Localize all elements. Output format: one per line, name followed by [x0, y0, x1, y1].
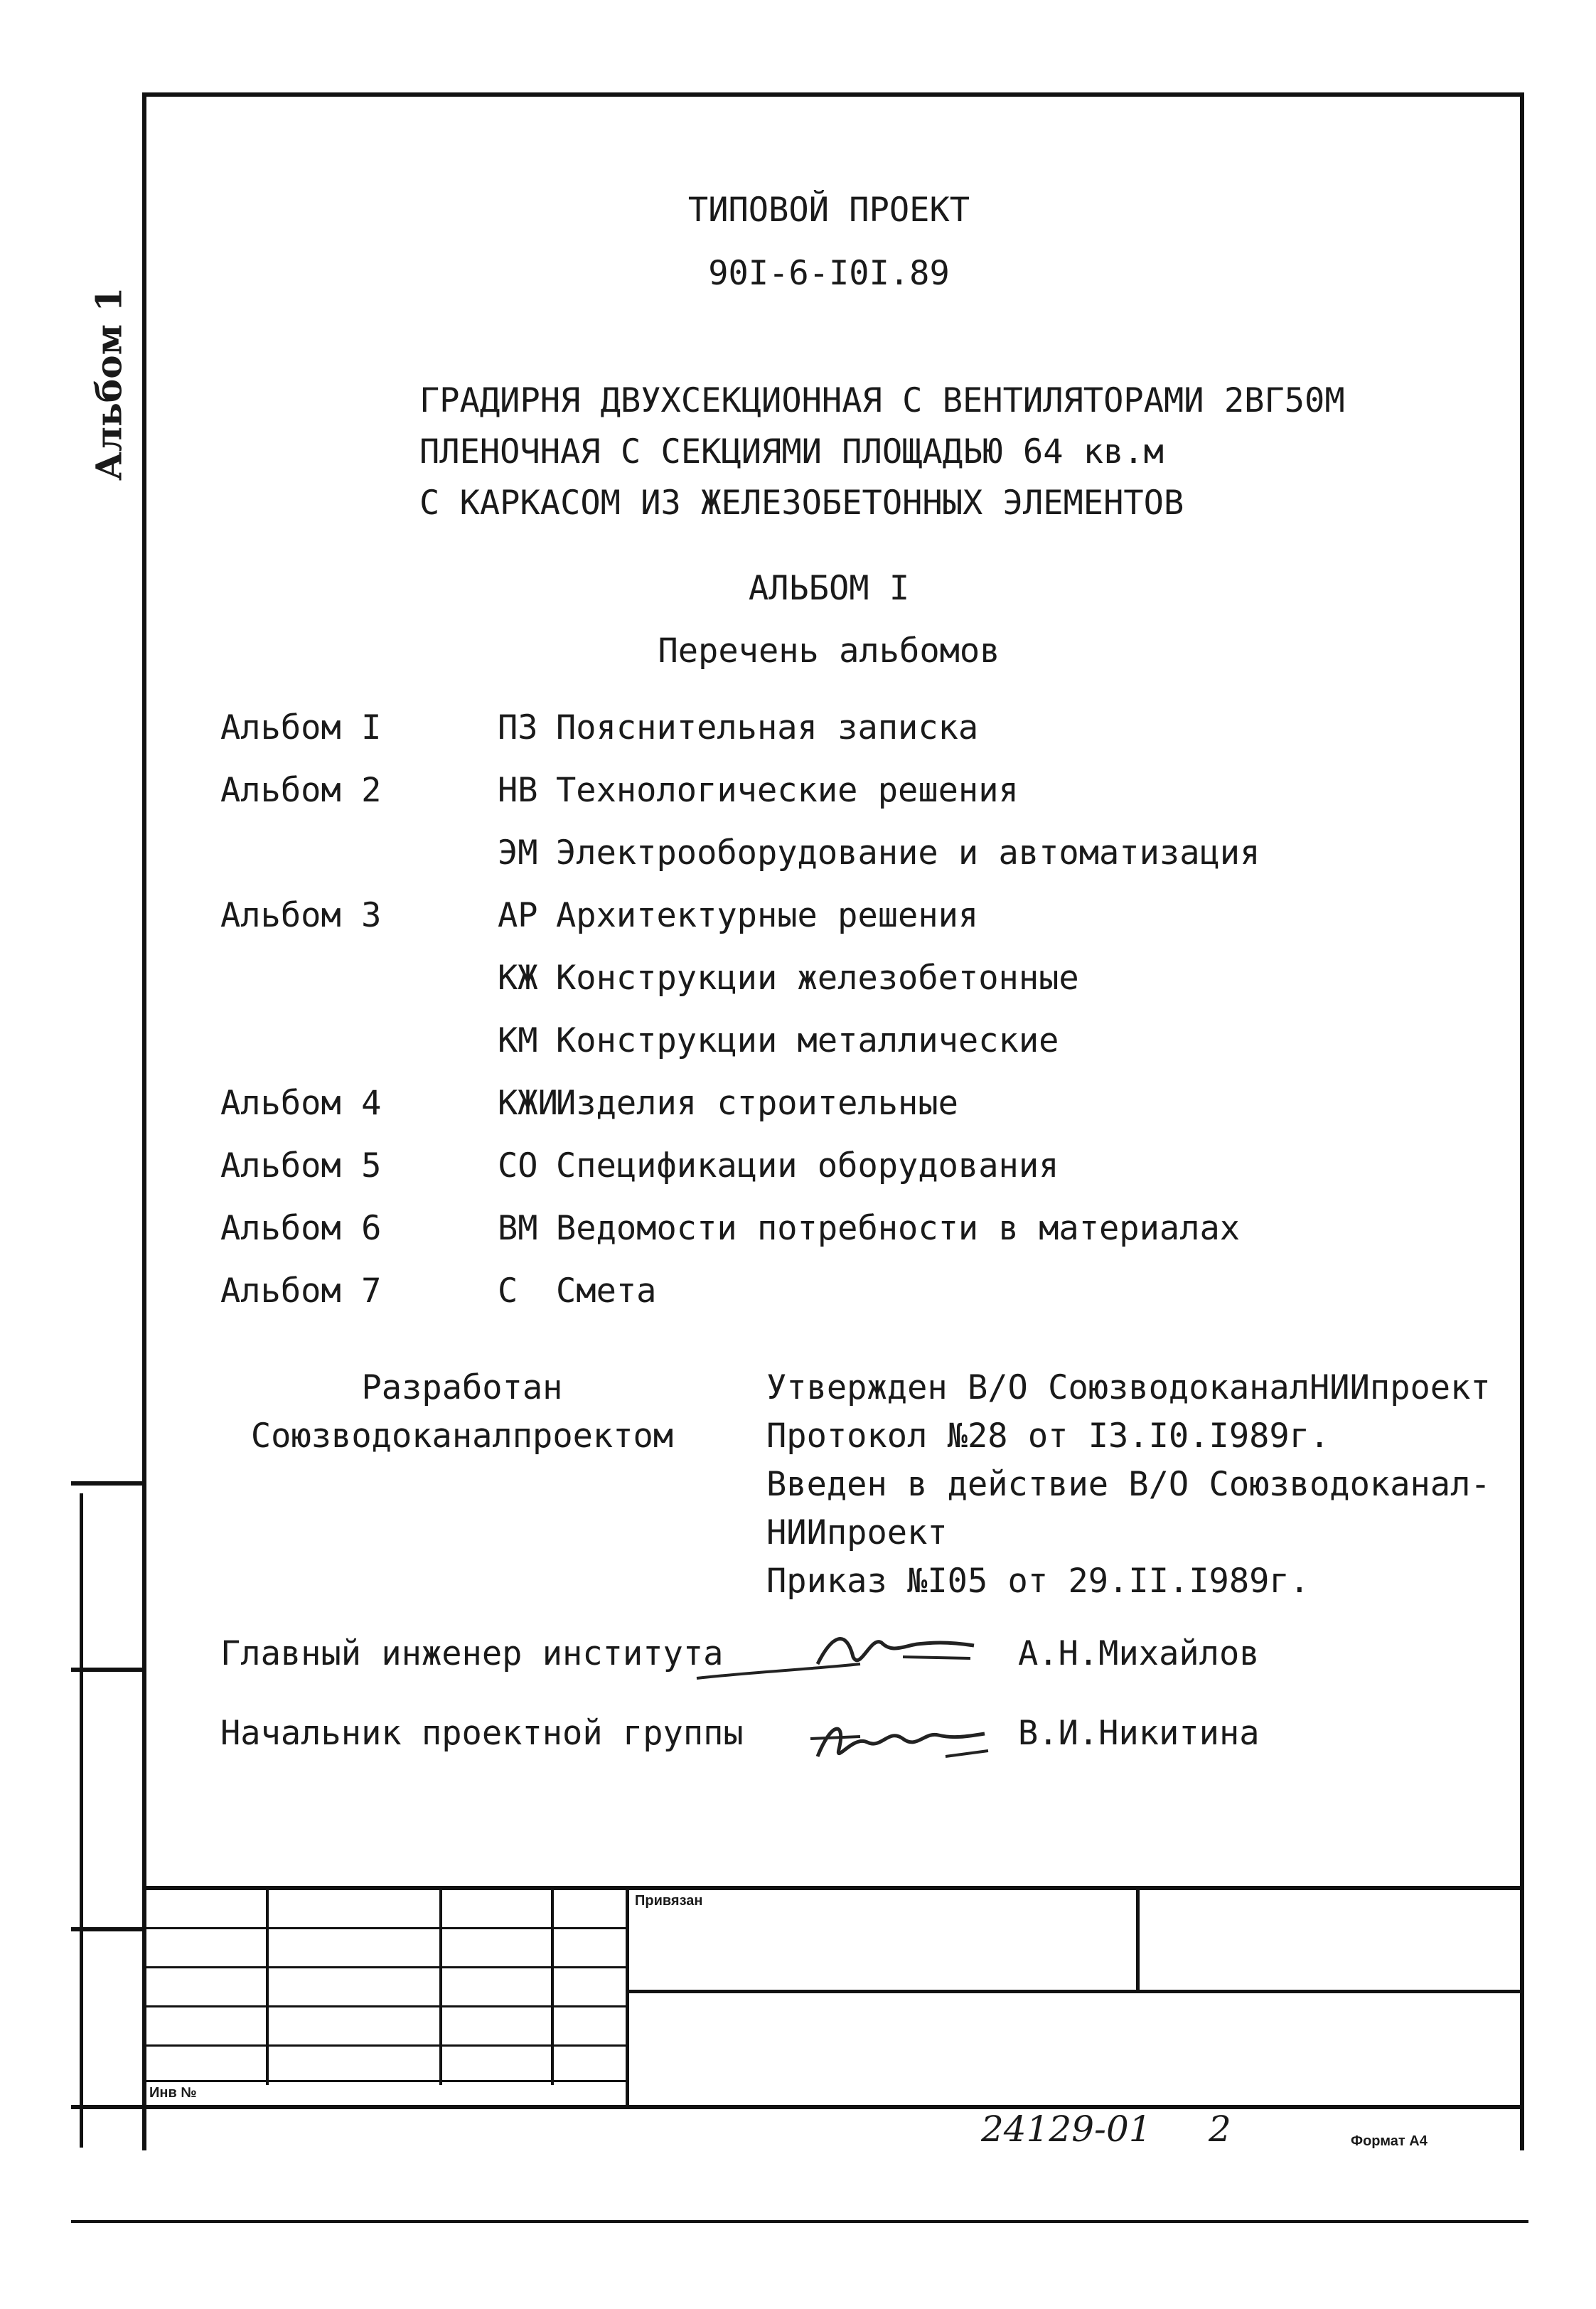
album-description: Архитектурные решения [556, 896, 979, 935]
album-number: Альбом 7 [220, 1271, 382, 1311]
album-title: АЛЬБОМ I [748, 569, 910, 608]
signature-role: Главный инженер института [220, 1634, 724, 1673]
album-description: Пояснительная записка [556, 708, 979, 747]
stamp-row-line [142, 2005, 627, 2007]
project-number: 90I-6-I0I.89 [708, 254, 950, 293]
album-description: Электрооборудование и автоматизация [556, 833, 1260, 873]
album-code: ЭМ [498, 833, 538, 873]
stamp-col-line [439, 1886, 442, 2085]
signature-scribble-1 [690, 1614, 988, 1692]
stamp-col-line [551, 1886, 554, 2085]
developed-by [235, 1364, 690, 1461]
page-bottom-rule [71, 2220, 1528, 2223]
spine-album-label: Альбом 1 [87, 287, 130, 481]
approval-line: Протокол №28 от I3.I0.I989г. [766, 1417, 1330, 1456]
album-description: Спецификации оборудования [556, 1146, 1059, 1185]
handwritten-code: 24129-01 [981, 2108, 1152, 2150]
approval-line: НИИпроект [766, 1513, 948, 1552]
signature-scribble-2 [803, 1707, 995, 1778]
title-line-2: ПЛЕНОЧНАЯ С СЕКЦИЯМИ ПЛОЩАДЬЮ 64 кв.м [419, 432, 1164, 471]
album-code: КЖ [498, 959, 538, 998]
album-code: АР [498, 896, 538, 935]
project-type-heading: ТИПОВОЙ ПРОЕКТ [687, 191, 970, 230]
album-number: Альбом 4 [220, 1084, 382, 1123]
signature-name: В.И.Никитина [1018, 1714, 1260, 1753]
stamp-linked-label: Привязан [635, 1893, 703, 1909]
stamp-col-line [1136, 1886, 1140, 1993]
album-number: Альбом 6 [220, 1209, 382, 1248]
album-number: Альбом I [220, 708, 382, 747]
developed-line-2: Союзводоканалпроектом [250, 1417, 674, 1456]
album-description: Ведомости потребности в материалах [556, 1209, 1241, 1248]
handwritten-page-number: 2 [1209, 2108, 1231, 2150]
title-line-3: С КАРКАСОМ ИЗ ЖЕЛЕЗОБЕТОННЫХ ЭЛЕМЕНТОВ [419, 484, 1184, 523]
approval-line: Приказ №I05 от 29.II.I989г. [766, 1562, 1310, 1601]
approval-block [766, 1364, 1491, 1606]
album-list-title: Перечень альбомов [658, 631, 1000, 671]
stamp-row-line [142, 1966, 627, 1968]
approval-line: Утвержден В/О СоюзводоканалНИИпроект [766, 1368, 1491, 1407]
approval-line: Введен в действие В/О Союзводоканал- [766, 1465, 1491, 1504]
album-code: ВМ [498, 1209, 538, 1248]
album-number: Альбом 2 [220, 771, 382, 810]
stamp-top-border [142, 1886, 1520, 1890]
album-description: Смета [556, 1271, 657, 1311]
stamp-row-line [627, 1990, 1520, 1993]
format-label: Формат А4 [1351, 2133, 1428, 2149]
title-line-1: ГРАДИРНЯ ДВУХСЕКЦИОННАЯ С ВЕНТИЛЯТОРАМИ 2ВГ50М [419, 381, 1345, 420]
album-number: Альбом 5 [220, 1146, 382, 1185]
album-description: Изделия строительные [556, 1084, 958, 1123]
album-description: Конструкции железобетонные [556, 959, 1079, 998]
stamp-col-line [626, 1886, 629, 2108]
stamp-row-line [142, 2044, 627, 2047]
album-code: КЖИ [498, 1084, 558, 1123]
developed-line-1: Разработан [361, 1368, 563, 1407]
binding-strip-label [67, 1508, 82, 1636]
album-code: СО [498, 1146, 538, 1185]
album-description: Технологические решения [556, 771, 1019, 810]
album-code: КМ [498, 1021, 538, 1060]
album-code: С [498, 1271, 518, 1311]
stamp-col-line [266, 1886, 269, 2085]
stamp-inv-label: Инв № [149, 2085, 197, 2101]
stamp-row-line [142, 1927, 627, 1929]
album-code: НВ [498, 771, 538, 810]
stamp-bottom-border [71, 2105, 1520, 2109]
binding-divider [71, 1481, 142, 1486]
signature-role: Начальник проектной группы [220, 1714, 744, 1753]
stamp-row-line [142, 2080, 627, 2082]
album-code: ПЗ [498, 708, 538, 747]
album-description: Конструкции металлические [556, 1021, 1059, 1060]
album-number: Альбом 3 [220, 896, 382, 935]
signature-name: А.Н.Михайлов [1018, 1634, 1260, 1673]
